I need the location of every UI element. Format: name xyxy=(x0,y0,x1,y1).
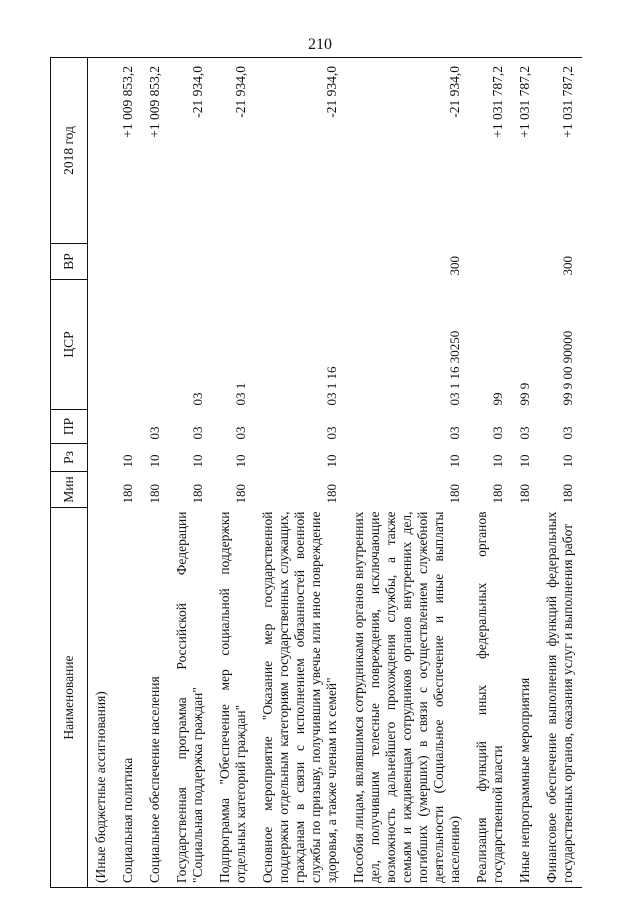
row-amount xyxy=(88,58,116,244)
row-name: Подпрограмма "Обеспечение мер социальной поддержки отдельных категорий граждан" xyxy=(212,508,255,888)
row-name: Основное мероприятие "Оказание мер государственной поддержки отдельным категориям государственных служащих, гражданам в связи с исполнением обязанностей военной службы по призыву, получившим увечье или иное повреждение здоровья, а также членам их семей" xyxy=(255,508,346,888)
table-row xyxy=(255,58,346,888)
table-row xyxy=(88,58,116,888)
row-pr: 03 xyxy=(147,426,162,440)
row-min: 180 xyxy=(120,484,135,504)
row-name: Социальная политика xyxy=(115,508,142,888)
row-vr xyxy=(169,244,212,280)
row-amount: +1 009 853,2 xyxy=(142,58,169,244)
row-vr xyxy=(255,244,346,280)
row-vr xyxy=(512,244,539,280)
row-vr: 300 xyxy=(447,256,462,276)
row-min xyxy=(88,472,116,508)
row-rz: 10 xyxy=(324,454,339,468)
row-name: Государственная программа Российской Федерации "Социальная поддержка граждан" xyxy=(169,508,212,888)
table-row xyxy=(512,58,539,888)
row-rz: 10 xyxy=(147,454,162,468)
table-row xyxy=(212,58,255,888)
row-csr: 03 1 16 xyxy=(324,366,339,406)
row-name: (Иные бюджетные ассигнования) xyxy=(88,508,116,888)
row-vr xyxy=(88,244,116,280)
row-csr xyxy=(115,280,142,410)
row-pr: 03 xyxy=(190,426,205,440)
row-pr: 03 xyxy=(324,426,339,440)
row-csr xyxy=(142,280,169,410)
table-header-row xyxy=(51,58,88,888)
row-vr xyxy=(142,244,169,280)
row-rz: 10 xyxy=(447,454,462,468)
row-csr: 03 xyxy=(190,392,205,406)
row-rz: 10 xyxy=(560,454,575,468)
row-name: Реализация функций иных федеральных органов государственной власти xyxy=(469,508,512,888)
budget-table xyxy=(50,57,582,888)
header-min: Мин xyxy=(51,472,88,508)
header-rz: Рз xyxy=(51,444,88,472)
header-name: Наименование xyxy=(51,508,88,888)
header-csr: ЦСР xyxy=(51,280,88,410)
table-row xyxy=(539,58,582,888)
page-number: 210 xyxy=(308,36,332,53)
row-amount: +1 031 787,2 xyxy=(469,58,512,244)
header-pr: ПР xyxy=(51,410,88,444)
row-amount: -21 934,0 xyxy=(212,58,255,244)
row-csr xyxy=(88,280,116,410)
row-name: Финансовое обеспечение выполнения функций федеральных государственных органов, оказания услуг и выполнения работ xyxy=(539,508,582,888)
row-name: Пособия лицам, являвшимся сотрудниками органов внутренних дел, получившим телесные повреждения, исключающие возможность дальнейшего прохождения службы, а также семьям и иждивенцам сотрудников органов внутренних дел, погибших (умерших) в связи с осуществлением служебной деятельности (Социальное обеспечение и иные выплаты населению) xyxy=(346,508,469,888)
row-name: Иные непрограммные мероприятия xyxy=(512,508,539,888)
row-pr xyxy=(115,410,142,444)
row-amount: +1 009 853,2 xyxy=(115,58,142,244)
row-pr: 03 xyxy=(517,426,532,440)
table-row xyxy=(142,58,169,888)
row-amount: -21 934,0 xyxy=(346,58,469,244)
row-csr: 03 1 xyxy=(233,382,248,406)
header-year-2018: 2018 год xyxy=(51,58,88,244)
table-row xyxy=(346,58,469,888)
row-pr xyxy=(88,410,116,444)
row-vr xyxy=(469,244,512,280)
row-min: 180 xyxy=(447,484,462,504)
row-rz: 10 xyxy=(233,454,248,468)
row-rz: 10 xyxy=(120,454,135,468)
row-amount: -21 934,0 xyxy=(255,58,346,244)
row-csr: 99 9 xyxy=(517,382,532,406)
header-vr: ВР xyxy=(51,244,88,280)
row-pr: 03 xyxy=(560,426,575,440)
row-min: 180 xyxy=(490,484,505,504)
row-csr: 99 xyxy=(490,392,505,406)
row-pr: 03 xyxy=(490,426,505,440)
row-rz xyxy=(88,444,116,472)
row-rz: 10 xyxy=(190,454,205,468)
row-min: 180 xyxy=(560,484,575,504)
row-rz: 10 xyxy=(490,454,505,468)
row-min: 180 xyxy=(517,484,532,504)
row-vr: 300 xyxy=(560,256,575,276)
row-amount: +1 031 787,2 xyxy=(539,58,582,244)
row-amount: -21 934,0 xyxy=(169,58,212,244)
row-min: 180 xyxy=(324,484,339,504)
rotated-table-container xyxy=(50,58,610,888)
table-row xyxy=(115,58,142,888)
table-row xyxy=(469,58,512,888)
row-name: Социальное обеспечение населения xyxy=(142,508,169,888)
row-rz: 10 xyxy=(517,454,532,468)
row-amount: +1 031 787,2 xyxy=(512,58,539,244)
row-csr: 03 1 16 30250 xyxy=(447,330,462,406)
row-min: 180 xyxy=(233,484,248,504)
row-min: 180 xyxy=(147,484,162,504)
row-min: 180 xyxy=(190,484,205,504)
table-row xyxy=(169,58,212,888)
row-pr: 03 xyxy=(233,426,248,440)
row-pr: 03 xyxy=(447,426,462,440)
row-vr xyxy=(212,244,255,280)
row-vr xyxy=(115,244,142,280)
row-csr: 99 9 00 90000 xyxy=(560,330,575,406)
